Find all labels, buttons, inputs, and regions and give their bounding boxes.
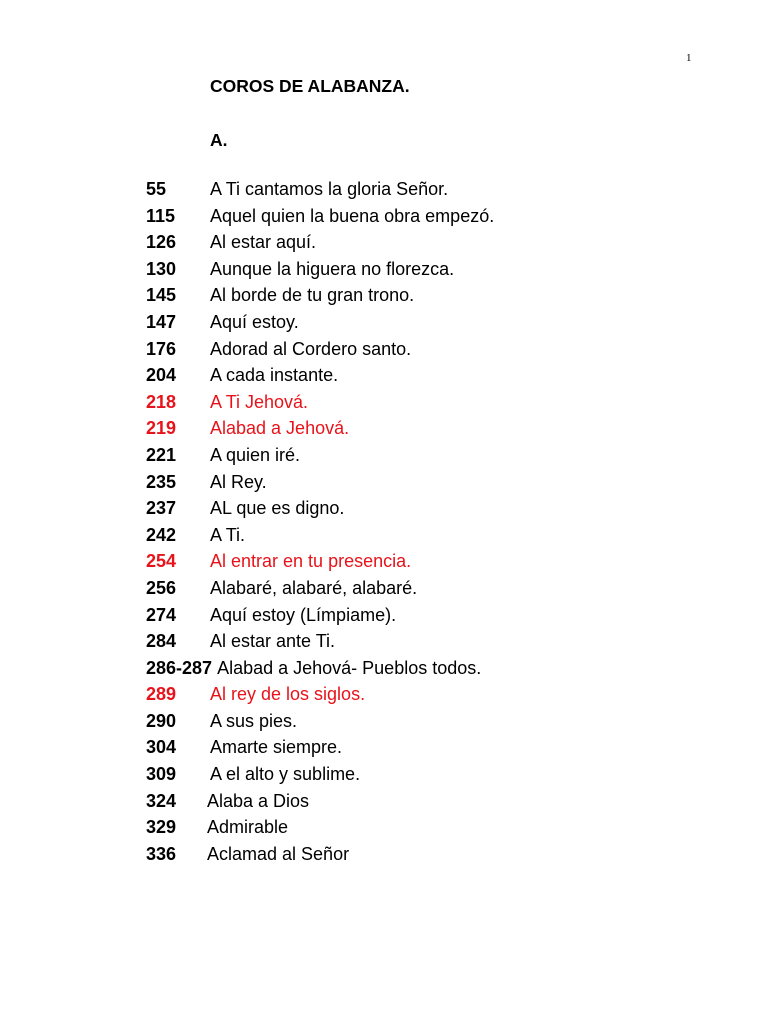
chorus-entry [146, 575, 706, 602]
chorus-number: 126 [146, 232, 177, 253]
chorus-title: A sus pies. [210, 710, 298, 731]
chorus-number: 336 [146, 843, 177, 864]
chorus-entry [146, 681, 706, 708]
chorus-title: Aclamad al Señor [207, 843, 350, 864]
document-title: COROS DE ALABANZA. [210, 76, 410, 96]
chorus-number: 290 [146, 710, 177, 731]
section-heading: A. [210, 130, 228, 150]
chorus-number: 219 [146, 418, 177, 439]
chorus-number: 329 [146, 817, 177, 838]
chorus-entry [146, 814, 706, 841]
chorus-entry [146, 788, 706, 815]
chorus-title: Al entrar en tu presencia. [210, 551, 412, 572]
chorus-number: 115 [146, 205, 176, 226]
chorus-title: A quien iré. [210, 444, 301, 465]
chorus-entry [146, 708, 706, 735]
chorus-entry [146, 548, 706, 575]
chorus-entry [146, 655, 706, 682]
chorus-entry [146, 282, 706, 309]
chorus-entry [146, 203, 706, 230]
chorus-number: 145 [146, 285, 177, 306]
chorus-title: Al estar aquí. [210, 232, 317, 253]
chorus-number: 176 [146, 338, 177, 359]
chorus-title: Alabad a Jehová- Pueblos todos. [217, 657, 482, 678]
chorus-entry [146, 415, 706, 442]
chorus-number: 218 [146, 391, 177, 412]
chorus-entry [146, 761, 706, 788]
chorus-entry [146, 469, 706, 496]
chorus-title: Adorad al Cordero santo. [210, 338, 412, 359]
chorus-entry [146, 336, 706, 363]
page-number: 1 [686, 52, 692, 64]
chorus-entry [146, 256, 706, 283]
chorus-entry [146, 389, 706, 416]
chorus-entry [146, 229, 706, 256]
chorus-entry [146, 442, 706, 469]
chorus-number: 324 [146, 790, 177, 811]
chorus-number: 242 [146, 524, 177, 545]
chorus-number: 304 [146, 737, 177, 758]
chorus-title: Aquel quien la buena obra empezó. [210, 205, 495, 226]
chorus-number: 221 [146, 444, 177, 465]
chorus-entry [146, 522, 706, 549]
chorus-entry [146, 176, 706, 203]
chorus-number: 256 [146, 577, 177, 598]
chorus-number: 284 [146, 631, 177, 652]
chorus-title: AL que es digno. [210, 498, 345, 519]
chorus-title: A Ti Jehová. [210, 391, 309, 412]
chorus-entry [146, 602, 706, 629]
chorus-number: 309 [146, 764, 177, 785]
chorus-number: 55 [146, 179, 167, 199]
chorus-number: 274 [146, 604, 177, 625]
chorus-entry [146, 734, 706, 761]
chorus-title: Aunque la higuera no florezca. [210, 258, 455, 279]
chorus-title: Al borde de tu gran trono. [210, 285, 415, 306]
chorus-number: 289 [146, 684, 177, 705]
chorus-title: Alabaré, alabaré, alabaré. [210, 577, 418, 598]
chorus-title: Amarte siempre. [210, 737, 343, 758]
chorus-title: A el alto y sublime. [210, 764, 361, 785]
chorus-number: 204 [146, 365, 177, 386]
chorus-title: A cada instante. [210, 365, 339, 386]
chorus-title: Alabad a Jehová. [210, 418, 350, 439]
chorus-entry [146, 309, 706, 336]
chorus-number: 235 [146, 471, 177, 492]
chorus-number: 237 [146, 498, 177, 519]
chorus-title: Al rey de los siglos. [210, 684, 366, 705]
chorus-title: A Ti. [210, 524, 246, 545]
chorus-entry [146, 495, 706, 522]
chorus-title: Al Rey. [210, 471, 267, 492]
chorus-entry [146, 841, 706, 868]
chorus-entry [146, 362, 706, 389]
chorus-list [146, 176, 706, 867]
chorus-title: Admirable [207, 817, 289, 838]
chorus-title: A Ti cantamos la gloria Señor. [210, 179, 449, 199]
chorus-entry [146, 628, 706, 655]
chorus-title: Aquí estoy. [210, 311, 299, 332]
chorus-title: Al estar ante Ti. [210, 631, 336, 652]
chorus-title: Aquí estoy (Límpiame). [210, 604, 397, 625]
chorus-number: 254 [146, 551, 177, 572]
chorus-number: 130 [146, 258, 177, 279]
chorus-title: Alaba a Dios [207, 790, 310, 811]
chorus-number: 147 [146, 311, 177, 332]
chorus-number: 286-287 [146, 657, 213, 678]
